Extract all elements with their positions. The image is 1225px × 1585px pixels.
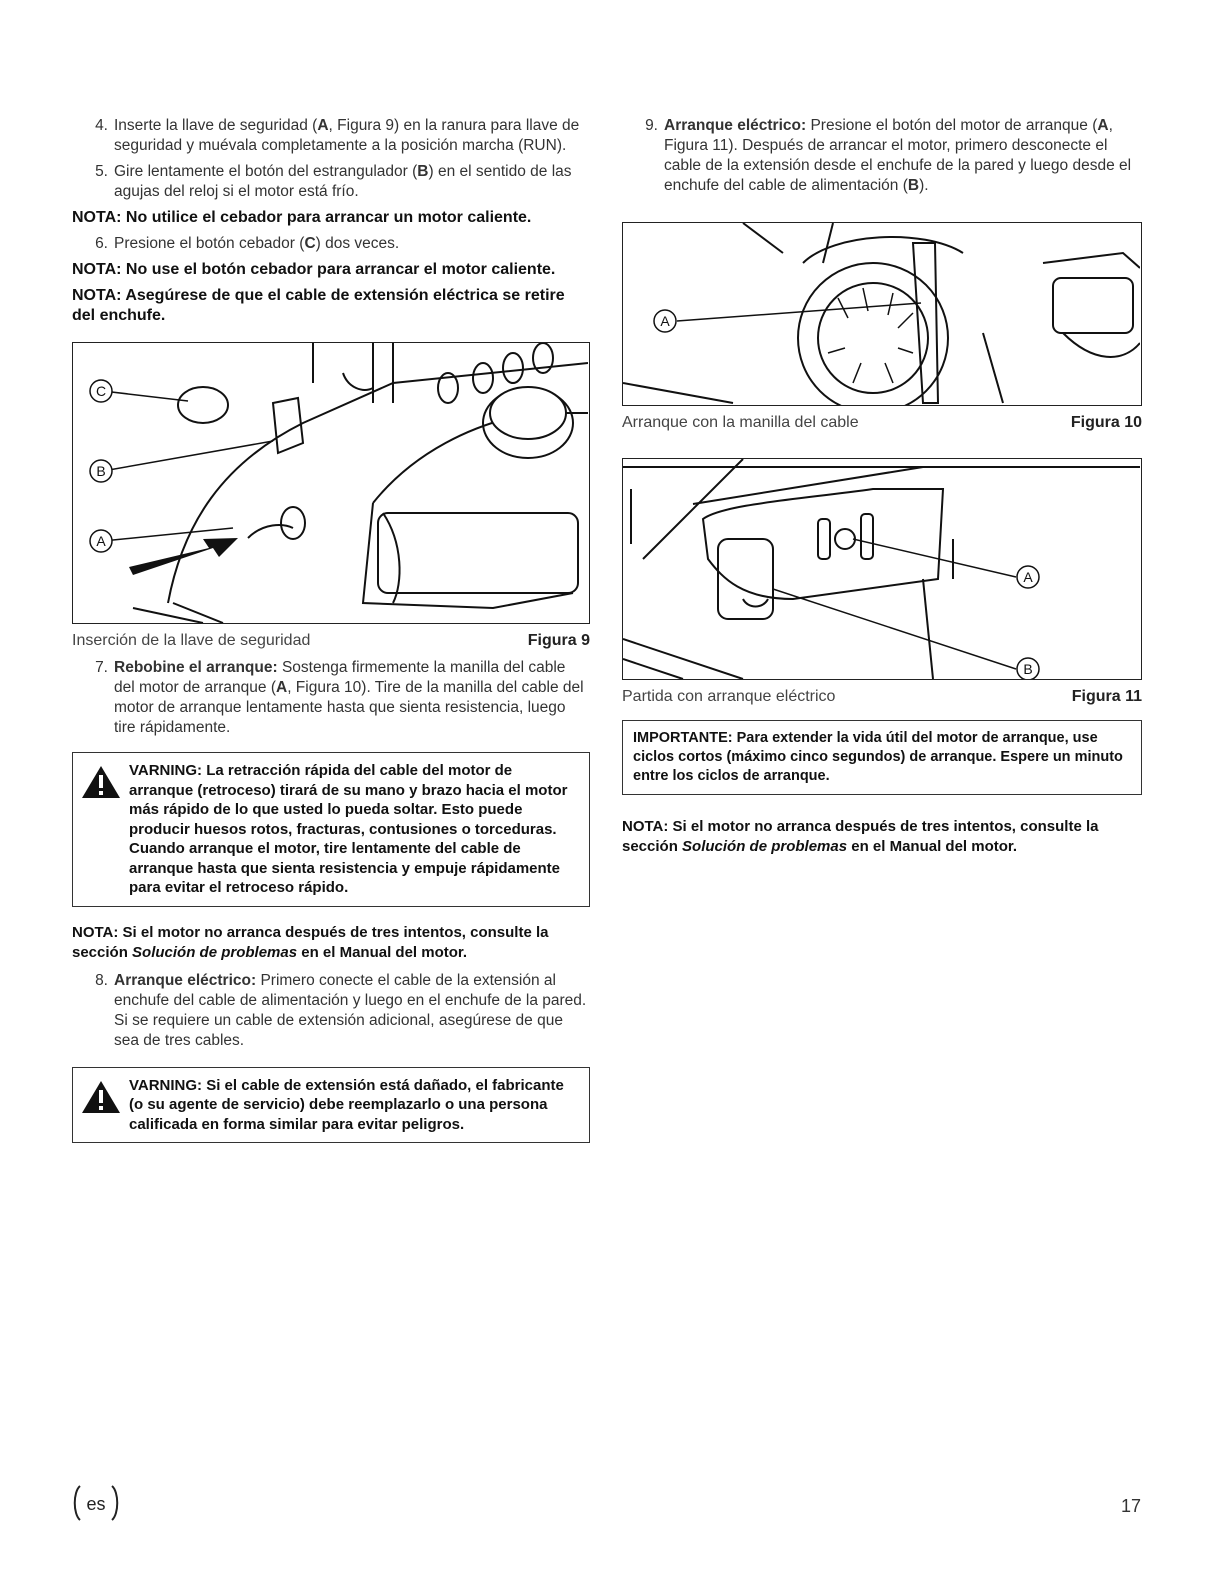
warning-triangle-icon bbox=[81, 765, 121, 799]
fig9-label-c: C bbox=[95, 383, 107, 399]
step-9: 9. Arranque eléctrico: Presione el botón del motor de arranque (A, Figura 11). Después de arrancar el motor, primero desconecte el cable de la extensión desde el enchufe de la pared y luego desde el enchufe del cable de alimentación (B). bbox=[645, 117, 1132, 194]
note-no-primer-button: NOTA: No use el botón cebador para arrancar el motor caliente. bbox=[72, 261, 556, 278]
warning-triangle-icon bbox=[81, 1080, 121, 1114]
figure-11-illustration bbox=[622, 458, 1142, 680]
engine-key-illustration bbox=[73, 343, 588, 623]
warning-box-recoil: VARNING: La retracción rápida del cable del motor de arranque (retroceso) tirará de su mano y brazo hacia el motor más rápido de lo que usted lo pueda soltar. Esto puede producir huesos rotos, fracturas, contusiones o torceduras. Cuando arranque el motor, tire lentamente del cable de arranque hasta que sienta resistencia y empuje rápidamente para evitar el retroceso rápido. bbox=[72, 752, 590, 907]
figure-11-caption: Partida con arranque eléctrico Figura 11 bbox=[622, 688, 1142, 705]
language-code: es bbox=[86, 1494, 106, 1514]
figure-9-caption: Inserción de la llave de seguridad Figura 9 bbox=[72, 632, 590, 649]
step-8: 8. Arranque eléctrico: Primero conecte el cable de la extensión al enchufe del cable de alimentación y luego en el enchufe de la pared. Si se requiere un cable de extensión adicional, asegúrese de que sea de tres cables. bbox=[95, 971, 587, 1049]
language-badge-frame-icon bbox=[70, 1484, 122, 1522]
fig9-label-a: A bbox=[96, 533, 106, 549]
important-box: IMPORTANTE: Para extender la vida útil del motor de arranque, use ciclos cortos (máximo cinco segundos) de arranque. Espere un minuto entre los ciclos de arranque. bbox=[622, 720, 1142, 795]
page-number: 17 bbox=[1120, 1496, 1141, 1516]
step-7: 7. Rebobine el arranque: Sostenga firmemente la manilla del cable del motor de arranque (A, Figura 10). Tire de la manilla del cable del motor de arranque lentamente hasta que sienta resistencia, luego tire rápidamente. bbox=[95, 659, 584, 736]
fig11-label-b: B bbox=[1023, 661, 1033, 677]
figure-9-illustration bbox=[72, 342, 590, 624]
note-no-primer-hot: NOTA: No utilice el cebador para arrancar un motor caliente. bbox=[72, 209, 532, 226]
note-troubleshooting: NOTA: Si el motor no arranca después de tres intentos, consulte la sección Solución de problemas en el Manual del motor. bbox=[72, 923, 549, 961]
step-6: 6. Presione el botón cebador (C) dos veces. bbox=[95, 235, 400, 252]
figure-10-caption: Arranque con la manilla del cable Figura 10 bbox=[622, 414, 1142, 431]
fig9-label-b: B bbox=[96, 463, 106, 479]
note-unplug-cord: NOTA: Asegúrese de que el cable de extensión eléctrica se retire del enchufe. bbox=[72, 287, 565, 324]
recoil-handle-illustration bbox=[623, 223, 1140, 405]
language-badge bbox=[70, 1484, 122, 1522]
note-troubleshooting-right: NOTA: Si el motor no arranca después de tres intentos, consulte la sección Solución de problemas en el Manual del motor. bbox=[622, 818, 1099, 855]
right-column bbox=[622, 116, 1142, 863]
left-column bbox=[72, 116, 590, 1143]
fig11-label-a: A bbox=[1023, 569, 1033, 585]
warning-box-cord: VARNING: Si el cable de extensión está dañado, el fabricante (o su agente de servicio) debe reemplazarlo o una persona calificada en forma similar para evitar peligros. bbox=[72, 1067, 590, 1144]
step-5: 5. Gire lentamente el botón del estrangulador (B) en el sentido de las agujas del reloj si el motor está frío. bbox=[95, 163, 572, 200]
figure-10-illustration bbox=[622, 222, 1142, 406]
step-4: 4. Inserte la llave de seguridad (A, Figura 9) en la ranura para llave de seguridad y muévala completamente a la posición marcha (RUN). bbox=[95, 117, 580, 154]
fig10-label-a: A bbox=[660, 313, 670, 329]
electric-start-illustration bbox=[623, 459, 1140, 679]
